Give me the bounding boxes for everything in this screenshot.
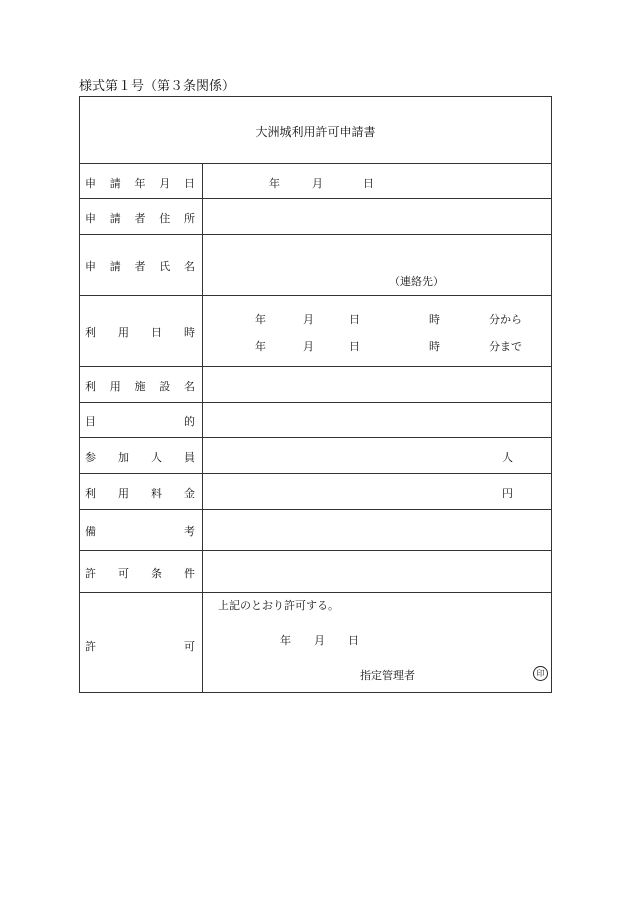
label-char: 利 xyxy=(85,487,96,500)
label-char: 用 xyxy=(118,326,129,339)
label-char: 条 xyxy=(151,567,162,580)
label-char: 可 xyxy=(184,640,195,653)
label-char: 加 xyxy=(118,451,129,464)
label-char: 金 xyxy=(184,487,195,500)
label-char: 目 xyxy=(85,415,96,428)
row-divider xyxy=(80,198,551,199)
row-divider xyxy=(80,366,551,367)
usage-from-year: 年 xyxy=(255,313,266,326)
label-char: 備 xyxy=(85,525,96,538)
label-char: 員 xyxy=(184,451,195,464)
usage-to-hour: 時 xyxy=(429,340,440,353)
label-char: 的 xyxy=(184,415,195,428)
label-char: 件 xyxy=(184,567,195,580)
label-char: 月 xyxy=(159,177,171,190)
row-divider xyxy=(80,295,551,296)
label-char: 時 xyxy=(184,326,195,339)
usage-to-month: 月 xyxy=(303,340,314,353)
row-divider xyxy=(80,473,551,474)
row-divider xyxy=(80,163,551,164)
label-char: 請 xyxy=(109,177,121,190)
label-char: 人 xyxy=(151,451,162,464)
form-number: 様式第１号（第３条関係） xyxy=(79,79,236,94)
label-char: 可 xyxy=(118,567,129,580)
label-char: 利 xyxy=(85,380,96,393)
application-date-year: 年 xyxy=(269,177,280,190)
participants-unit: 人 xyxy=(502,451,513,464)
label-char: 住 xyxy=(159,212,171,225)
label-permission xyxy=(85,638,195,654)
row-divider xyxy=(80,550,551,551)
column-divider xyxy=(202,163,203,693)
permission-statement: 上記のとおり許可する。 xyxy=(218,599,339,612)
label-char: 者 xyxy=(134,260,146,273)
row-divider xyxy=(80,509,551,510)
label-char: 名 xyxy=(184,380,195,393)
label-remarks xyxy=(85,523,195,539)
label-usage-datetime xyxy=(85,324,195,340)
usage-from-minute: 分から xyxy=(489,313,522,326)
application-date-day: 日 xyxy=(363,177,374,190)
label-char: 許 xyxy=(85,640,96,653)
usage-to-day: 日 xyxy=(349,340,360,353)
designated-manager: 指定管理者 xyxy=(360,669,415,682)
label-char: 用 xyxy=(109,380,121,393)
label-char: 許 xyxy=(85,567,96,580)
label-char: 施 xyxy=(134,380,146,393)
row-divider xyxy=(80,402,551,403)
label-participants xyxy=(85,449,195,465)
application-date-month: 月 xyxy=(312,177,323,190)
label-char: 者 xyxy=(134,212,146,225)
label-char: 申 xyxy=(85,177,96,190)
label-usage-fee xyxy=(85,485,195,501)
usage-fee-unit: 円 xyxy=(502,487,513,500)
label-char: 氏 xyxy=(159,260,171,273)
usage-to-year: 年 xyxy=(255,340,266,353)
label-application-date xyxy=(85,175,195,191)
contact-label: （連絡先） xyxy=(389,275,444,288)
label-applicant-address xyxy=(85,210,195,226)
permission-month: 月 xyxy=(314,634,325,647)
label-char: 所 xyxy=(184,212,195,225)
label-char: 日 xyxy=(184,177,195,190)
label-char: 名 xyxy=(184,260,195,273)
label-char: 設 xyxy=(159,380,171,393)
form-title: 大洲城利用許可申請書 xyxy=(255,125,376,139)
label-applicant-name xyxy=(85,258,195,274)
label-char: 年 xyxy=(134,177,146,190)
usage-to-minute: 分まで xyxy=(489,340,522,353)
label-char: 考 xyxy=(184,525,195,538)
seal-mark: 印 xyxy=(533,666,548,681)
label-char: 日 xyxy=(151,326,162,339)
usage-from-day: 日 xyxy=(349,313,360,326)
application-form-table xyxy=(79,96,552,693)
label-char: 用 xyxy=(118,487,129,500)
row-divider xyxy=(80,437,551,438)
row-divider xyxy=(80,592,551,593)
label-char: 請 xyxy=(109,212,121,225)
label-permit-conditions xyxy=(85,565,195,581)
label-char: 請 xyxy=(109,260,121,273)
label-char: 参 xyxy=(85,451,96,464)
row-divider xyxy=(80,234,551,235)
usage-from-hour: 時 xyxy=(429,313,440,326)
label-char: 料 xyxy=(151,487,162,500)
label-char: 申 xyxy=(85,212,96,225)
usage-from-month: 月 xyxy=(303,313,314,326)
label-purpose xyxy=(85,413,195,429)
label-char: 利 xyxy=(85,326,96,339)
label-char: 申 xyxy=(85,260,96,273)
permission-day: 日 xyxy=(348,634,359,647)
permission-year: 年 xyxy=(280,634,291,647)
label-facility-name xyxy=(85,378,195,394)
